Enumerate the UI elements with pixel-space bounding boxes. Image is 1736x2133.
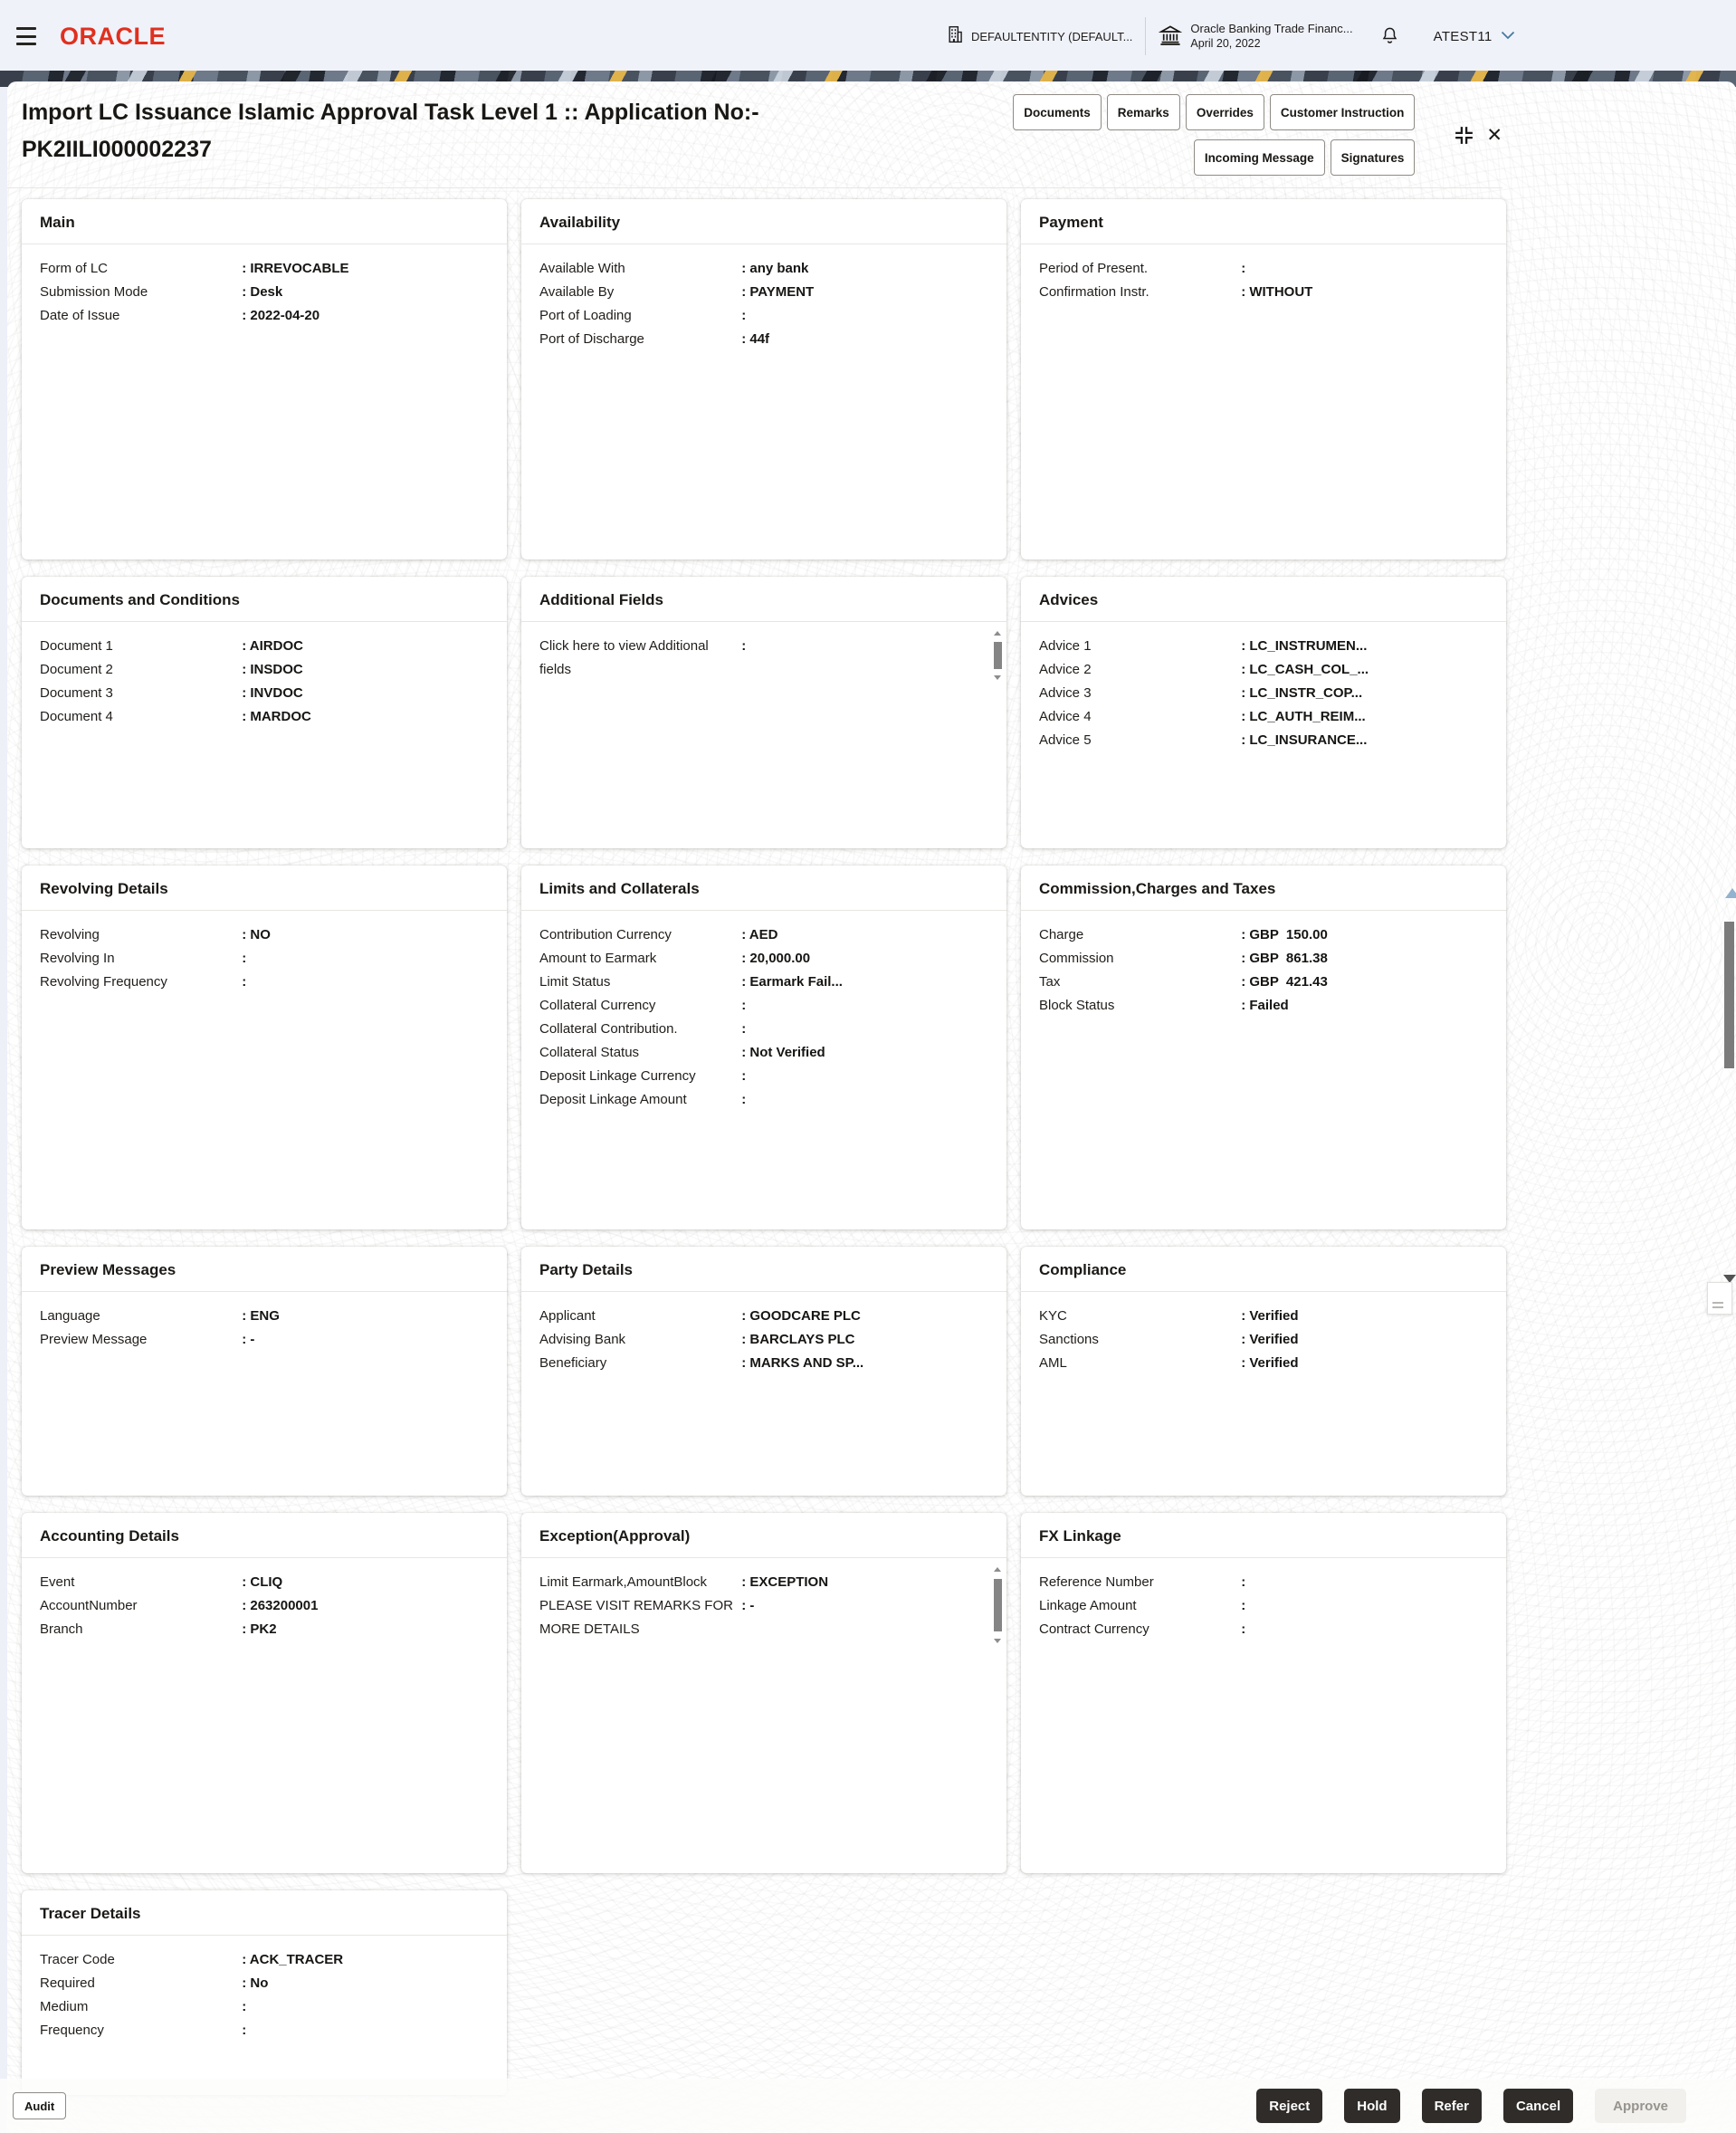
field-label: Collateral Contribution.	[539, 1021, 678, 1037]
field-value	[741, 1018, 988, 1041]
field-value	[242, 1995, 489, 2019]
field-value: : LC_INSTRUMEN...	[1241, 635, 1488, 658]
card-header	[22, 1890, 507, 1936]
taskbar	[7, 81, 1502, 188]
card-title: Exception(Approval)	[539, 1527, 691, 1545]
field-row	[539, 635, 988, 682]
card-title: Party Details	[539, 1261, 633, 1278]
card-body	[22, 1558, 507, 1652]
username: ATEST11	[1433, 28, 1493, 44]
field-value	[1241, 1594, 1488, 1618]
card-body	[521, 1292, 1006, 1386]
customer-instruction-button[interactable]: Customer Instruction	[1270, 94, 1416, 130]
scroll-up-icon[interactable]	[994, 631, 1001, 636]
task-buttons	[1013, 94, 1415, 176]
field-value: : Desk	[242, 281, 489, 304]
field-label: Revolving In	[40, 951, 115, 966]
field-value: : WITHOUT	[1241, 281, 1488, 304]
scrollbar-thumb[interactable]	[994, 642, 1002, 669]
audit-button[interactable]: Audit	[13, 2092, 66, 2119]
card-payment	[1021, 199, 1506, 560]
application-date: April 20, 2022	[1190, 37, 1261, 50]
field-row	[1039, 994, 1488, 1018]
field-label: Charge	[1039, 927, 1084, 942]
card-title: Accounting Details	[40, 1527, 179, 1545]
field-value: : LC_AUTH_REIM...	[1241, 705, 1488, 729]
field-value: : AIRDOC	[242, 635, 489, 658]
reject-button[interactable]: Reject	[1256, 2089, 1322, 2123]
card-compliance	[1021, 1247, 1506, 1496]
oracle-logo: ORACLE	[60, 22, 166, 50]
field-row	[539, 1571, 988, 1594]
documents-button[interactable]: Documents	[1013, 94, 1102, 130]
field-label: Contract Currency	[1039, 1621, 1149, 1637]
card-title: Compliance	[1039, 1261, 1127, 1278]
card-body	[521, 911, 1006, 1123]
field-label: Document 2	[40, 662, 113, 677]
field-row	[539, 1594, 988, 1641]
field-row	[1039, 1305, 1488, 1328]
field-value: : 44f	[741, 328, 988, 351]
field-value	[1241, 257, 1488, 281]
card-header	[521, 1513, 1006, 1558]
card-title: Documents and Conditions	[40, 591, 240, 608]
field-label: Amount to Earmark	[539, 951, 657, 966]
field-label: Period of Present.	[1039, 261, 1149, 276]
scroll-down-icon[interactable]	[994, 1639, 1001, 1643]
card-header	[22, 1247, 507, 1292]
field-value: : MARKS AND SP...	[741, 1352, 988, 1375]
card-header	[521, 1247, 1006, 1292]
field-row	[539, 1352, 988, 1375]
field-row	[40, 705, 489, 729]
field-row	[1039, 1328, 1488, 1352]
field-value: : Earmark Fail...	[741, 971, 988, 994]
field-label: Linkage Amount	[1039, 1598, 1137, 1613]
card-title: Payment	[1039, 214, 1103, 231]
card-limits-and-collaterals	[521, 866, 1006, 1229]
card-title: Availability	[539, 214, 621, 231]
field-row	[1039, 257, 1488, 281]
field-label: Limit Earmark,AmountBlock	[539, 1574, 708, 1590]
card-body	[1021, 911, 1506, 1028]
field-label: Collateral Currency	[539, 998, 656, 1013]
field-label: PLEASE VISIT REMARKS FOR MORE DETAILS	[539, 1598, 733, 1637]
card-body	[1021, 244, 1506, 315]
field-row	[40, 682, 489, 705]
field-label: Branch	[40, 1621, 83, 1637]
approve-button: Approve	[1595, 2089, 1686, 2123]
field-row	[40, 1995, 489, 2019]
card-header	[22, 1513, 507, 1558]
field-value: : LC_INSTR_COP...	[1241, 682, 1488, 705]
field-row	[1039, 947, 1488, 971]
field-value: : 2022-04-20	[242, 304, 489, 328]
field-value: : LC_CASH_COL_...	[1241, 658, 1488, 682]
field-value	[242, 971, 489, 994]
card-title: Tracer Details	[40, 1905, 141, 1922]
user-menu[interactable]	[1434, 28, 1515, 44]
card-body	[22, 622, 507, 740]
field-row	[40, 1972, 489, 1995]
field-label: Advice 2	[1039, 662, 1092, 677]
field-label: Form of LC	[40, 261, 109, 276]
field-row	[539, 328, 988, 351]
card-body	[22, 1936, 507, 2053]
card-header	[1021, 1513, 1506, 1558]
field-row	[40, 304, 489, 328]
field-value: : ENG	[242, 1305, 489, 1328]
card-preview-messages	[22, 1247, 507, 1496]
additional-fields-link[interactable]: Click here to view Additional fields	[539, 638, 709, 677]
field-value: : PAYMENT	[741, 281, 988, 304]
field-label: Advice 3	[1039, 685, 1092, 701]
card-body	[521, 1558, 1006, 1652]
scroll-up-icon[interactable]	[994, 1567, 1001, 1572]
field-row	[539, 257, 988, 281]
field-value: : GOODCARE PLC	[741, 1305, 988, 1328]
field-label: Available By	[539, 284, 615, 300]
header-divider	[1145, 17, 1146, 55]
field-label: AccountNumber	[40, 1598, 138, 1613]
field-row	[1039, 923, 1488, 947]
overrides-button[interactable]: Overrides	[1186, 94, 1264, 130]
field-label: Advice 4	[1039, 709, 1092, 724]
field-row	[40, 1618, 489, 1641]
field-value	[242, 947, 489, 971]
card-body	[22, 1292, 507, 1363]
field-label: Port of Loading	[539, 308, 632, 323]
remarks-button[interactable]: Remarks	[1107, 94, 1180, 130]
field-value: : 263200001	[242, 1594, 489, 1618]
cancel-button[interactable]: Cancel	[1503, 2089, 1573, 2123]
field-label: Deposit Linkage Amount	[539, 1092, 687, 1107]
task-title: Import LC Issuance Islamic Approval Task Level 1 :: Application No:- PK2IILI000002237	[22, 100, 759, 162]
window-controls	[1453, 124, 1502, 147]
field-value: : MARDOC	[242, 705, 489, 729]
card-header	[22, 866, 507, 911]
field-value: : AED	[741, 923, 988, 947]
field-value	[1241, 1618, 1488, 1641]
field-value: : ACK_TRACER	[242, 1948, 489, 1972]
field-label: Applicant	[539, 1308, 596, 1324]
field-row	[539, 923, 988, 947]
field-value: : INSDOC	[242, 658, 489, 682]
field-row	[1039, 281, 1488, 304]
card-additional-fields	[521, 577, 1006, 848]
field-label: Tracer Code	[40, 1952, 115, 1967]
card-documents-and-conditions	[22, 577, 507, 848]
field-value: : INVDOC	[242, 682, 489, 705]
card-availability	[521, 199, 1006, 560]
card-title: Advices	[1039, 591, 1099, 608]
card-title: Commission,Charges and Taxes	[1039, 880, 1276, 897]
field-value	[741, 1065, 988, 1088]
field-label: Revolving	[40, 927, 100, 942]
app-header	[0, 0, 1736, 72]
field-row	[1039, 1594, 1488, 1618]
card-party-details	[521, 1247, 1006, 1496]
field-value: : CLIQ	[242, 1571, 489, 1594]
field-label: Medium	[40, 1999, 89, 2014]
field-row	[40, 257, 489, 281]
card-title: Revolving Details	[40, 880, 168, 897]
field-row	[40, 923, 489, 947]
card-main	[22, 199, 507, 560]
field-value: : -	[741, 1594, 988, 1618]
field-value: : Failed	[1241, 994, 1488, 1018]
field-value	[741, 635, 988, 658]
field-value: : IRREVOCABLE	[242, 257, 489, 281]
field-row	[40, 1328, 489, 1352]
field-row	[1039, 729, 1488, 752]
field-label: Beneficiary	[539, 1355, 607, 1371]
card-advices	[1021, 577, 1506, 848]
field-row	[1039, 971, 1488, 994]
field-row	[40, 947, 489, 971]
card-header	[22, 199, 507, 244]
field-label: Advice 5	[1039, 732, 1092, 748]
field-row	[539, 1305, 988, 1328]
field-value	[1241, 1571, 1488, 1594]
field-label: Block Status	[1039, 998, 1115, 1013]
field-label: Language	[40, 1308, 100, 1324]
field-row	[40, 1571, 489, 1594]
field-label: Date of Issue	[40, 308, 120, 323]
field-value: : BARCLAYS PLC	[741, 1328, 988, 1352]
field-value: : GBP 150.00	[1241, 923, 1488, 947]
field-value: : -	[242, 1328, 489, 1352]
application-name: Oracle Banking Trade Financ...	[1190, 22, 1353, 35]
field-label: Sanctions	[1039, 1332, 1099, 1347]
card-title: Main	[40, 214, 75, 231]
page-scrollbar-thumb[interactable]	[1724, 922, 1734, 1068]
field-row	[40, 1594, 489, 1618]
card-fx-linkage	[1021, 1513, 1506, 1873]
field-label: Tax	[1039, 974, 1061, 990]
field-row	[40, 658, 489, 682]
field-label: Document 3	[40, 685, 113, 701]
card-body	[1021, 1558, 1506, 1652]
field-row	[40, 635, 489, 658]
page-scroll-up-icon[interactable]	[1725, 888, 1736, 898]
card-scrollbar[interactable]	[992, 631, 1003, 680]
field-row	[40, 1305, 489, 1328]
field-value: : GBP 861.38	[1241, 947, 1488, 971]
field-value: : LC_INSURANCE...	[1241, 729, 1488, 752]
refer-button[interactable]: Refer	[1422, 2089, 1482, 2123]
field-label: Preview Message	[40, 1332, 148, 1347]
floating-fragment	[1707, 1282, 1732, 1315]
field-row	[539, 304, 988, 328]
field-label: Advising Bank	[539, 1332, 626, 1347]
field-label: Document 1	[40, 638, 113, 654]
building-icon	[946, 24, 964, 49]
field-value: : Verified	[1241, 1328, 1488, 1352]
field-value: : any bank	[741, 257, 988, 281]
field-row	[1039, 705, 1488, 729]
task-buttons-row-2	[1194, 139, 1416, 176]
hold-button[interactable]: Hold	[1344, 2089, 1399, 2123]
field-label: Required	[40, 1975, 95, 1991]
card-header	[1021, 1247, 1506, 1292]
field-row	[539, 1065, 988, 1088]
field-label: Event	[40, 1574, 75, 1590]
scrollbar-thumb[interactable]	[994, 1579, 1002, 1631]
close-icon[interactable]: ✕	[1486, 124, 1502, 146]
field-value	[741, 994, 988, 1018]
card-accounting-details	[22, 1513, 507, 1873]
card-header	[1021, 577, 1506, 622]
field-value: : PK2	[242, 1618, 489, 1641]
field-value: : NO	[242, 923, 489, 947]
incoming-message-button[interactable]: Incoming Message	[1194, 139, 1325, 176]
field-label: KYC	[1039, 1308, 1067, 1324]
field-label: Confirmation Instr.	[1039, 284, 1149, 300]
field-value: : Verified	[1241, 1305, 1488, 1328]
field-value	[741, 1088, 988, 1112]
entity-label: DEFAULTENTITY (DEFAULT...	[971, 29, 1133, 43]
card-title: Additional Fields	[539, 591, 663, 608]
field-row	[40, 971, 489, 994]
card-exception-approval	[521, 1513, 1006, 1873]
card-header	[1021, 866, 1506, 911]
card-title: Preview Messages	[40, 1261, 176, 1278]
field-label: Port of Discharge	[539, 331, 644, 347]
scroll-down-icon[interactable]	[994, 675, 1001, 680]
field-value: : Verified	[1241, 1352, 1488, 1375]
hamburger-menu-icon[interactable]	[16, 26, 40, 46]
card-body	[521, 622, 1006, 693]
card-body	[22, 244, 507, 339]
card-revolving-details	[22, 866, 507, 1229]
card-body	[521, 244, 1006, 362]
field-label: Document 4	[40, 709, 113, 724]
header-right	[946, 0, 1515, 72]
task-buttons-row-1	[1013, 94, 1415, 130]
field-row	[1039, 635, 1488, 658]
field-row	[40, 1948, 489, 1972]
field-row	[40, 281, 489, 304]
card-title: Limits and Collaterals	[539, 880, 700, 897]
field-value: : 20,000.00	[741, 947, 988, 971]
entity-selector[interactable]	[946, 24, 1132, 49]
field-label: Available With	[539, 261, 625, 276]
field-row	[1039, 1352, 1488, 1375]
main-panel	[7, 81, 1736, 2133]
card-commission-charges-and-taxes	[1021, 866, 1506, 1229]
field-value	[741, 304, 988, 328]
footer-bar	[0, 2079, 1736, 2133]
card-header	[22, 577, 507, 622]
field-label: AML	[1039, 1355, 1067, 1371]
card-title: FX Linkage	[1039, 1527, 1121, 1545]
field-row	[539, 1018, 988, 1041]
footer-actions	[1256, 2089, 1686, 2123]
field-row	[1039, 658, 1488, 682]
field-value: : No	[242, 1972, 489, 1995]
card-body	[1021, 622, 1506, 763]
bell-icon[interactable]	[1380, 25, 1399, 47]
field-label: Commission	[1039, 951, 1114, 966]
field-row	[1039, 682, 1488, 705]
field-label: Reference Number	[1039, 1574, 1154, 1590]
card-header	[521, 866, 1006, 911]
bank-icon	[1159, 24, 1182, 50]
card-scrollbar[interactable]	[992, 1567, 1003, 1643]
field-label: Advice 1	[1039, 638, 1092, 654]
field-row	[1039, 1571, 1488, 1594]
field-row	[40, 2019, 489, 2042]
field-row	[539, 1041, 988, 1065]
field-row	[539, 281, 988, 304]
card-header	[521, 577, 1006, 622]
field-value: : Not Verified	[741, 1041, 988, 1065]
field-row	[539, 971, 988, 994]
chevron-down-icon	[1501, 28, 1515, 44]
card-body	[1021, 1292, 1506, 1386]
card-header	[521, 199, 1006, 244]
card-tracer-details	[22, 1890, 507, 2095]
field-row	[1039, 1618, 1488, 1641]
card-header	[1021, 199, 1506, 244]
field-label: Submission Mode	[40, 284, 148, 300]
field-label: Frequency	[40, 2023, 104, 2038]
field-value	[242, 2019, 489, 2042]
application-info	[1159, 22, 1352, 51]
field-row	[539, 994, 988, 1018]
field-label: Revolving Frequency	[40, 974, 167, 990]
card-body	[22, 911, 507, 1005]
field-label: Deposit Linkage Currency	[539, 1068, 696, 1084]
cards-grid	[22, 199, 1521, 2095]
field-label: Contribution Currency	[539, 927, 672, 942]
signatures-button[interactable]: Signatures	[1331, 139, 1416, 176]
field-row	[539, 947, 988, 971]
field-row	[539, 1328, 988, 1352]
field-value: : GBP 421.43	[1241, 971, 1488, 994]
field-value: : EXCEPTION	[741, 1571, 988, 1594]
field-label: Collateral Status	[539, 1045, 640, 1060]
field-label: Limit Status	[539, 974, 611, 990]
field-row	[539, 1088, 988, 1112]
restore-window-icon[interactable]	[1453, 124, 1475, 147]
